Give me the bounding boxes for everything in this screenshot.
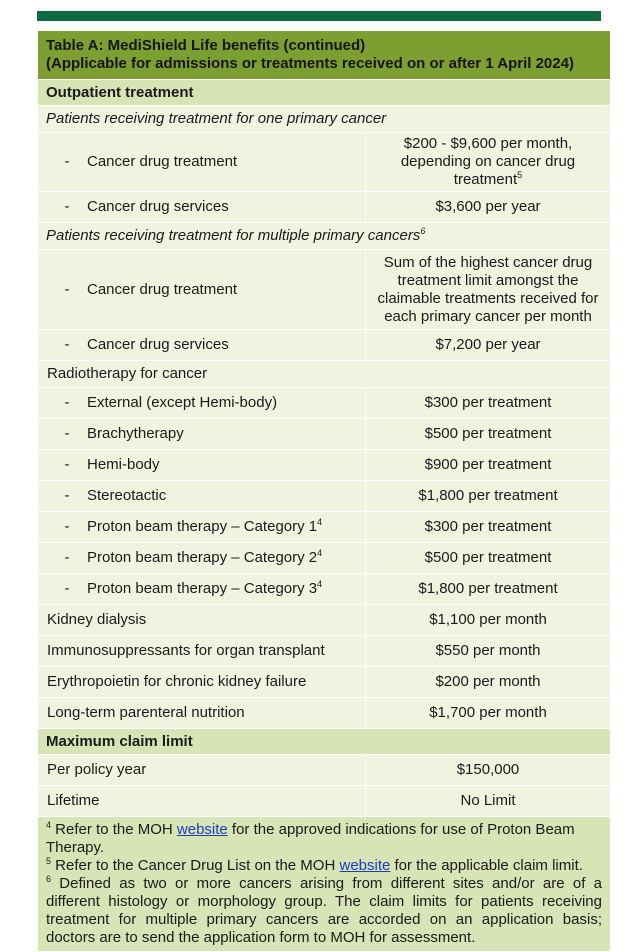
benefits-table (37, 30, 611, 952)
row-label: Proton beam therapy – Category 2 (87, 549, 318, 566)
row-label: Lifetime (38, 786, 366, 817)
table-row (38, 605, 611, 636)
footnote-ref: 4 (317, 548, 323, 558)
row-value: $1,800 per treatment (366, 481, 611, 512)
row-label: External (except Hemi-body) (87, 394, 278, 411)
moh-website-link[interactable]: website (176, 821, 228, 838)
subsection-multi-cancer: Patients receiving treatment for multiple primary cancers$^6$ (38, 223, 611, 250)
moh-website-link[interactable]: website (339, 857, 391, 874)
table-row (38, 698, 611, 729)
table-row: - Brachytherapy $500 per treatment (38, 419, 611, 450)
row-label: Immunosuppressants for organ transplant (38, 636, 366, 667)
row-label: Per policy year (38, 755, 366, 786)
footnote-5: $^5$ Refer to the Cancer Drug List on the MOH website for the applicable claim limit. (46, 856, 583, 874)
row-label-radiotherapy: Radiotherapy for cancer (38, 361, 611, 388)
row-value: $7,200 per year (366, 330, 611, 361)
row-label: Stereotactic (87, 487, 167, 504)
row-value: $300 per treatment (366, 512, 611, 543)
row-label: Proton beam therapy – Category 1 (87, 518, 318, 535)
section-claim-limit: Maximum claim limit (38, 729, 611, 755)
table-row: - Cancer drug services $3,600 per year (38, 192, 611, 223)
section-outpatient: Outpatient treatment (38, 80, 611, 106)
table-row: - Proton beam therapy – Category $1^4$ $300 per treatment (38, 512, 611, 543)
row-value: $1,800 per treatment (366, 574, 611, 605)
row-value: $200 - $9,600 per month, depending on cancer drug treatment (400, 135, 576, 188)
table-title: Table A: MediShield Life benefits (continued) (46, 37, 366, 54)
row-value: $500 per treatment (366, 543, 611, 574)
footnote-ref: 4 (317, 579, 323, 589)
subsection-one-cancer: Patients receiving treatment for one primary cancer (38, 106, 611, 133)
footnote-ref: 6 (420, 226, 426, 236)
row-value: $550 per month (366, 636, 611, 667)
table-row: - Cancer drug treatment Sum of the highest cancer drug treatment limit amongst the claimable treatments received for each primary cancer per month (38, 250, 611, 330)
row-label: Brachytherapy (87, 425, 184, 442)
row-value: $1,700 per month (366, 698, 611, 729)
table-row (38, 755, 611, 786)
row-value: $900 per treatment (366, 450, 611, 481)
footnote-ref: 4 (317, 517, 323, 527)
row-value: Sum of the highest cancer drug treatment limit amongst the claimable treatments received for each primary cancer per month (366, 250, 611, 330)
table-row: - Cancer drug services $7,200 per year (38, 330, 611, 361)
row-label: Cancer drug services (87, 336, 229, 353)
table-row (38, 636, 611, 667)
row-label: Cancer drug services (87, 198, 229, 215)
row-label: Long-term parenteral nutrition (38, 698, 366, 729)
row-label: Erythropoietin for chronic kidney failure (38, 667, 366, 698)
table-header (38, 31, 611, 80)
table-row (38, 667, 611, 698)
table-row (38, 786, 611, 817)
row-value: $3,600 per year (366, 192, 611, 223)
table-row: - Proton beam therapy – Category $2^4$ $500 per treatment (38, 543, 611, 574)
footnotes (38, 817, 611, 952)
top-accent-bar (37, 11, 601, 21)
row-value: $300 per treatment (366, 388, 611, 419)
row-label: Proton beam therapy – Category 3 (87, 580, 318, 597)
table-row: - Cancer drug treatment $200 - $9,600 per month, depending on cancer drug treatment$^5$ (38, 133, 611, 192)
row-value: $200 per month (366, 667, 611, 698)
row-label: Cancer drug treatment (87, 153, 238, 170)
table-row: - Proton beam therapy – Category $3^4$ $1,800 per treatment (38, 574, 611, 605)
row-value: $1,100 per month (366, 605, 611, 636)
row-label: Hemi-body (87, 456, 160, 473)
row-value: No Limit (366, 786, 611, 817)
row-value: $500 per treatment (366, 419, 611, 450)
table-row: - Stereotactic $1,800 per treatment (38, 481, 611, 512)
footnote-6: $^6$ Defined as two or more cancers arising from different sites and/or are of a different histology or morphology group. The claim limits for patients receiving treatment for multiple primary cancers are accorded on an application basis; doctors are to send the application form to MOH for assessment. (46, 874, 602, 946)
table-subtitle: (Applicable for admissions or treatments received on or after 1 April 2024) (46, 55, 574, 72)
table-row: - Hemi-body $900 per treatment (38, 450, 611, 481)
footnote-4: $^4$ Refer to the MOH website for the approved indications for use of Proton Beam Therapy. (46, 820, 575, 856)
row-label: Kidney dialysis (38, 605, 366, 636)
footnote-ref: 5 (517, 170, 523, 180)
table-row: - External (except Hemi-body) $300 per treatment (38, 388, 611, 419)
row-value: $150,000 (366, 755, 611, 786)
row-label: Cancer drug treatment (87, 280, 238, 298)
table-row (38, 361, 611, 388)
